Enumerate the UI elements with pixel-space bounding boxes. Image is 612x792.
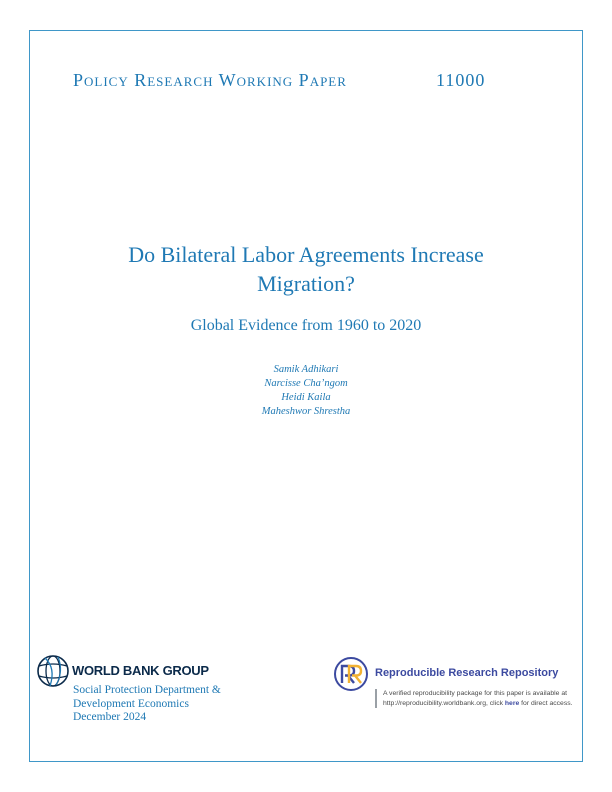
author-name: Maheshwor Shrestha — [261, 406, 351, 417]
repository-note-text-end: for direct access. — [519, 699, 573, 707]
series-label: Policy Research Working Paper — [73, 70, 347, 90]
author-list — [60, 363, 552, 419]
rr-monogram-icon — [333, 656, 369, 692]
publisher-block — [36, 654, 266, 734]
title-line-2: Migration? — [257, 271, 355, 296]
paper-subtitle: Global Evidence from 1960 to 2020 — [190, 317, 422, 334]
department-line-2: Development Economics — [73, 697, 189, 710]
author-name: Heidi Kaila — [281, 392, 331, 403]
repository-note — [375, 689, 588, 708]
repository-block — [333, 652, 583, 742]
author-name: Narcisse Cha’ngom — [264, 378, 348, 389]
title-line-1: Do Bilateral Labor Agreements Increase — [128, 242, 484, 267]
department-line-1: Social Protection Department & — [73, 684, 221, 696]
repository-note-text: A verified reproducibility package for this paper is available at http://reproducibility.worldbank.org, click — [383, 690, 567, 707]
repository-here-link[interactable]: here — [504, 699, 520, 707]
author-name: Samik Adhikari — [273, 364, 339, 375]
publisher-department — [73, 684, 221, 725]
globe-icon — [36, 654, 70, 688]
publication-date: December 2024 — [73, 711, 147, 723]
repository-name: Reproducible Research Repository — [375, 667, 559, 679]
publisher-logo-text: WORLD BANK GROUP — [72, 663, 209, 678]
paper-title — [60, 240, 552, 298]
paper-number: 11000 — [436, 70, 486, 90]
